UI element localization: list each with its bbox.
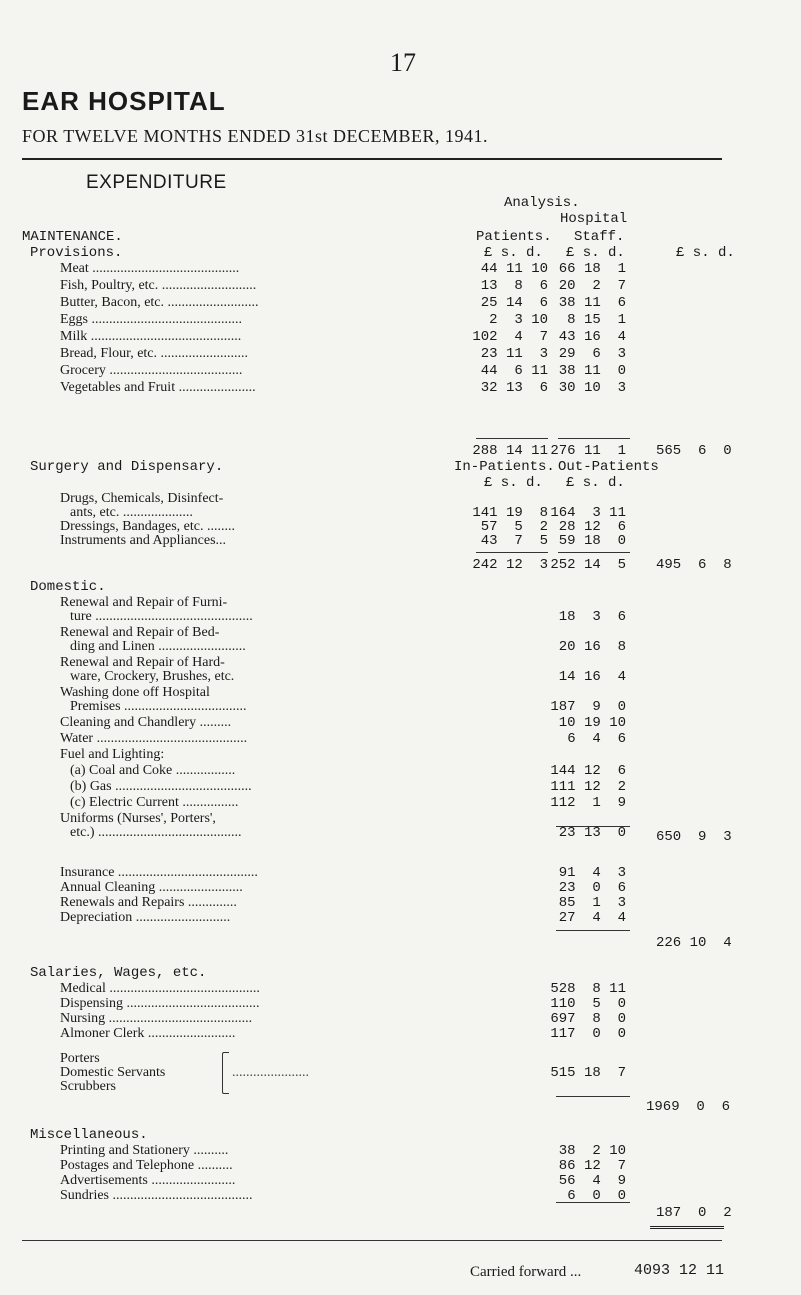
domestic-item-amount: 10 19 10 bbox=[558, 715, 626, 731]
staff-column-heading: Staff. bbox=[574, 229, 625, 245]
domestic-item-label: (a) Coal and Coke ................. bbox=[70, 763, 236, 778]
surgery-subtotal-in: 242 12 3 bbox=[472, 557, 548, 573]
salaries-total: 1969 0 6 bbox=[646, 1099, 731, 1115]
provision-item-patients: 32 13 6 bbox=[480, 380, 548, 396]
footer-rule bbox=[22, 1240, 722, 1241]
insurance-rule bbox=[556, 930, 630, 931]
domestic-item-label: Fuel and Lighting: bbox=[60, 747, 165, 762]
provisions-heading: Provisions. bbox=[30, 245, 123, 261]
domestic-item-label-cont: ture ............................................. bbox=[70, 609, 253, 624]
provision-item-patients: 23 11 3 bbox=[480, 346, 548, 362]
domestic-heading: Domestic. bbox=[30, 579, 106, 595]
page-title: EAR HOSPITAL bbox=[22, 86, 226, 116]
provisions-subtotal-staff: 276 11 1 bbox=[550, 443, 626, 459]
salary-item-amount: 697 8 0 bbox=[550, 1011, 626, 1027]
domestic-item-amount: 14 16 4 bbox=[558, 669, 626, 685]
in-patients-heading: In-Patients. bbox=[454, 459, 555, 475]
provisions-total: 565 6 0 bbox=[656, 443, 732, 459]
surgery-item-out: 59 18 0 bbox=[558, 533, 626, 549]
provision-item-label: Vegetables and Fruit ...................... bbox=[60, 380, 256, 395]
provisions-patients-rule bbox=[476, 438, 548, 439]
domestic-item-label-cont: ding and Linen ......................... bbox=[70, 639, 246, 654]
domestic-item-amount: 6 4 6 bbox=[567, 731, 626, 747]
misc-item-label: Advertisements ........................ bbox=[60, 1173, 236, 1188]
surgery-heading: Surgery and Dispensary. bbox=[30, 459, 224, 475]
domestic-item-label: Water ........................................... bbox=[60, 731, 248, 746]
carried-forward-label: Carried forward ... bbox=[470, 1264, 582, 1280]
lsd-in-heading: £ s. d. bbox=[484, 475, 543, 491]
insurance-item-amount: 91 4 3 bbox=[558, 865, 626, 881]
domestic-item-label: Washing done off Hospital bbox=[60, 685, 210, 700]
misc-item-label: Postages and Telephone .......... bbox=[60, 1158, 233, 1173]
salary-item-amount: 110 5 0 bbox=[550, 996, 626, 1012]
maintenance-heading: MAINTENANCE. bbox=[22, 229, 123, 245]
domestic-item-amount: 112 1 9 bbox=[550, 795, 626, 811]
provision-item-staff: 66 18 1 bbox=[558, 261, 626, 277]
misc-item-amount: 86 12 7 bbox=[558, 1158, 626, 1174]
salary-item-label: Medical ........................................... bbox=[60, 981, 260, 996]
salary-item-amount: 117 0 0 bbox=[550, 1026, 626, 1042]
insurance-item-label: Depreciation ........................... bbox=[60, 910, 231, 925]
salaries-rule bbox=[556, 1096, 630, 1097]
expenditure-heading: EXPENDITURE bbox=[86, 172, 227, 193]
insurance-item-label: Insurance ........................................ bbox=[60, 865, 258, 880]
surgery-item-label: Drugs, Chemicals, Disinfect- bbox=[60, 491, 224, 506]
provision-item-staff: 30 10 3 bbox=[558, 380, 626, 396]
surgery-total: 495 6 8 bbox=[656, 557, 732, 573]
salary-item-label: Almoner Clerk ......................... bbox=[60, 1026, 236, 1041]
provision-item-staff: 38 11 6 bbox=[558, 295, 626, 311]
surgery-item-label: Dressings, Bandages, etc. ........ bbox=[60, 519, 235, 534]
patients-column-heading: Patients. bbox=[476, 229, 552, 245]
lsd-patients-heading: £ s. d. bbox=[484, 245, 543, 261]
provision-item-label: Eggs ........................................... bbox=[60, 312, 242, 327]
misc-total: 187 0 2 bbox=[656, 1205, 732, 1221]
provision-item-patients: 102 4 7 bbox=[472, 329, 548, 345]
surgery-out-rule bbox=[558, 552, 630, 553]
domestic-item-amount: 20 16 8 bbox=[558, 639, 626, 655]
page-number: 17 bbox=[390, 48, 416, 77]
misc-total-double-rule bbox=[650, 1226, 724, 1229]
provisions-staff-rule bbox=[558, 438, 630, 439]
domestic-item-label-cont: ware, Crockery, Brushes, etc. bbox=[70, 669, 235, 684]
domestic-item-amount: 18 3 6 bbox=[558, 609, 626, 625]
misc-item-label: Sundries ........................................ bbox=[60, 1188, 253, 1203]
misc-item-amount: 6 0 0 bbox=[567, 1188, 626, 1204]
domestic-total: 650 9 3 bbox=[656, 829, 732, 845]
domestic-item-amount: 111 12 2 bbox=[550, 779, 626, 795]
domestic-item-amount: 144 12 6 bbox=[550, 763, 626, 779]
grouped-dots: ...................... bbox=[232, 1065, 309, 1080]
domestic-item-label: Renewal and Repair of Bed- bbox=[60, 625, 220, 640]
provisions-subtotal-patients: 288 14 11 bbox=[472, 443, 548, 459]
provision-item-staff: 29 6 3 bbox=[558, 346, 626, 362]
surgery-item-label: Instruments and Appliances... bbox=[60, 533, 227, 548]
domestic-item-label-cont: etc.) ......................................... bbox=[70, 825, 242, 840]
domestic-item-amount: 187 9 0 bbox=[550, 699, 626, 715]
misc-item-label: Printing and Stationery .......... bbox=[60, 1143, 229, 1158]
grouping-brace bbox=[222, 1052, 229, 1094]
provision-item-label: Grocery ...................................... bbox=[60, 363, 243, 378]
provision-item-label: Meat .......................................... bbox=[60, 261, 240, 276]
surgery-in-rule bbox=[476, 552, 548, 553]
misc-rule bbox=[556, 1202, 630, 1203]
insurance-item-amount: 27 4 4 bbox=[558, 910, 626, 926]
surgery-subtotal-out: 252 14 5 bbox=[550, 557, 626, 573]
header-rule bbox=[22, 158, 722, 160]
analysis-heading: Analysis. bbox=[504, 195, 580, 211]
miscellaneous-heading: Miscellaneous. bbox=[30, 1127, 148, 1143]
domestic-item-label: Renewal and Repair of Hard- bbox=[60, 655, 225, 670]
provision-item-staff: 8 15 1 bbox=[558, 312, 626, 328]
lsd-staff-heading: £ s. d. bbox=[566, 245, 625, 261]
misc-item-amount: 38 2 10 bbox=[558, 1143, 626, 1159]
hospital-heading: Hospital bbox=[560, 211, 628, 227]
carried-forward-amount: 4093 12 11 bbox=[633, 1262, 724, 1279]
provision-item-patients: 25 14 6 bbox=[480, 295, 548, 311]
domestic-servants-label: Domestic Servants bbox=[60, 1065, 166, 1080]
surgery-item-in: 141 19 8 bbox=[472, 505, 548, 521]
provision-item-label: Fish, Poultry, etc. ........................... bbox=[60, 278, 257, 293]
lsd-total-heading: £ s. d. bbox=[676, 245, 735, 261]
salaries-heading: Salaries, Wages, etc. bbox=[30, 965, 207, 981]
insurance-item-amount: 85 1 3 bbox=[558, 895, 626, 911]
surgery-item-out: 28 12 6 bbox=[558, 519, 626, 535]
insurance-item-label: Renewals and Repairs .............. bbox=[60, 895, 237, 910]
provision-item-patients: 2 3 10 bbox=[480, 312, 548, 328]
salary-item-label: Nursing ......................................... bbox=[60, 1011, 253, 1026]
surgery-item-in: 57 5 2 bbox=[480, 519, 548, 535]
domestic-item-label: Uniforms (Nurses', Porters', bbox=[60, 811, 216, 826]
domestic-item-amount: 23 13 0 bbox=[558, 825, 626, 841]
provision-item-patients: 44 6 11 bbox=[480, 363, 548, 379]
page-subtitle: FOR TWELVE MONTHS ENDED 31st DECEMBER, 1941. bbox=[22, 126, 489, 146]
misc-item-amount: 56 4 9 bbox=[558, 1173, 626, 1189]
provision-item-staff: 38 11 0 bbox=[558, 363, 626, 379]
domestic-item-label: Renewal and Repair of Furni- bbox=[60, 595, 228, 610]
scrubbers-label: Scrubbers bbox=[60, 1079, 116, 1094]
surgery-item-in: 43 7 5 bbox=[480, 533, 548, 549]
insurance-item-label: Annual Cleaning ........................ bbox=[60, 880, 243, 895]
insurance-total: 226 10 4 bbox=[656, 935, 732, 951]
salary-item-label: Dispensing ...................................... bbox=[60, 996, 260, 1011]
surgery-item-label-cont: ants, etc. .................... bbox=[70, 505, 193, 520]
domestic-item-label: (c) Electric Current ................ bbox=[70, 795, 239, 810]
provision-item-patients: 13 8 6 bbox=[480, 278, 548, 294]
provision-item-staff: 20 2 7 bbox=[558, 278, 626, 294]
salary-item-amount: 528 8 11 bbox=[550, 981, 626, 997]
provision-item-label: Milk ........................................... bbox=[60, 329, 242, 344]
lsd-out-heading: £ s. d. bbox=[566, 475, 625, 491]
porters-label: Porters bbox=[60, 1051, 100, 1066]
domestic-item-label: (b) Gas ....................................... bbox=[70, 779, 252, 794]
provision-item-staff: 43 16 4 bbox=[558, 329, 626, 345]
domestic-rule bbox=[556, 826, 630, 827]
out-patients-heading: Out-Patients bbox=[558, 459, 659, 475]
provision-item-patients: 44 11 10 bbox=[480, 261, 548, 277]
domestic-item-label-cont: Premises ................................... bbox=[70, 699, 247, 714]
surgery-item-out: 164 3 11 bbox=[550, 505, 626, 521]
provision-item-label: Butter, Bacon, etc. .......................... bbox=[60, 295, 259, 310]
domestic-item-label: Cleaning and Chandlery ......... bbox=[60, 715, 232, 730]
grouped-amount: 515 18 7 bbox=[550, 1065, 626, 1081]
provision-item-label: Bread, Flour, etc. ......................... bbox=[60, 346, 249, 361]
insurance-item-amount: 23 0 6 bbox=[558, 880, 626, 896]
